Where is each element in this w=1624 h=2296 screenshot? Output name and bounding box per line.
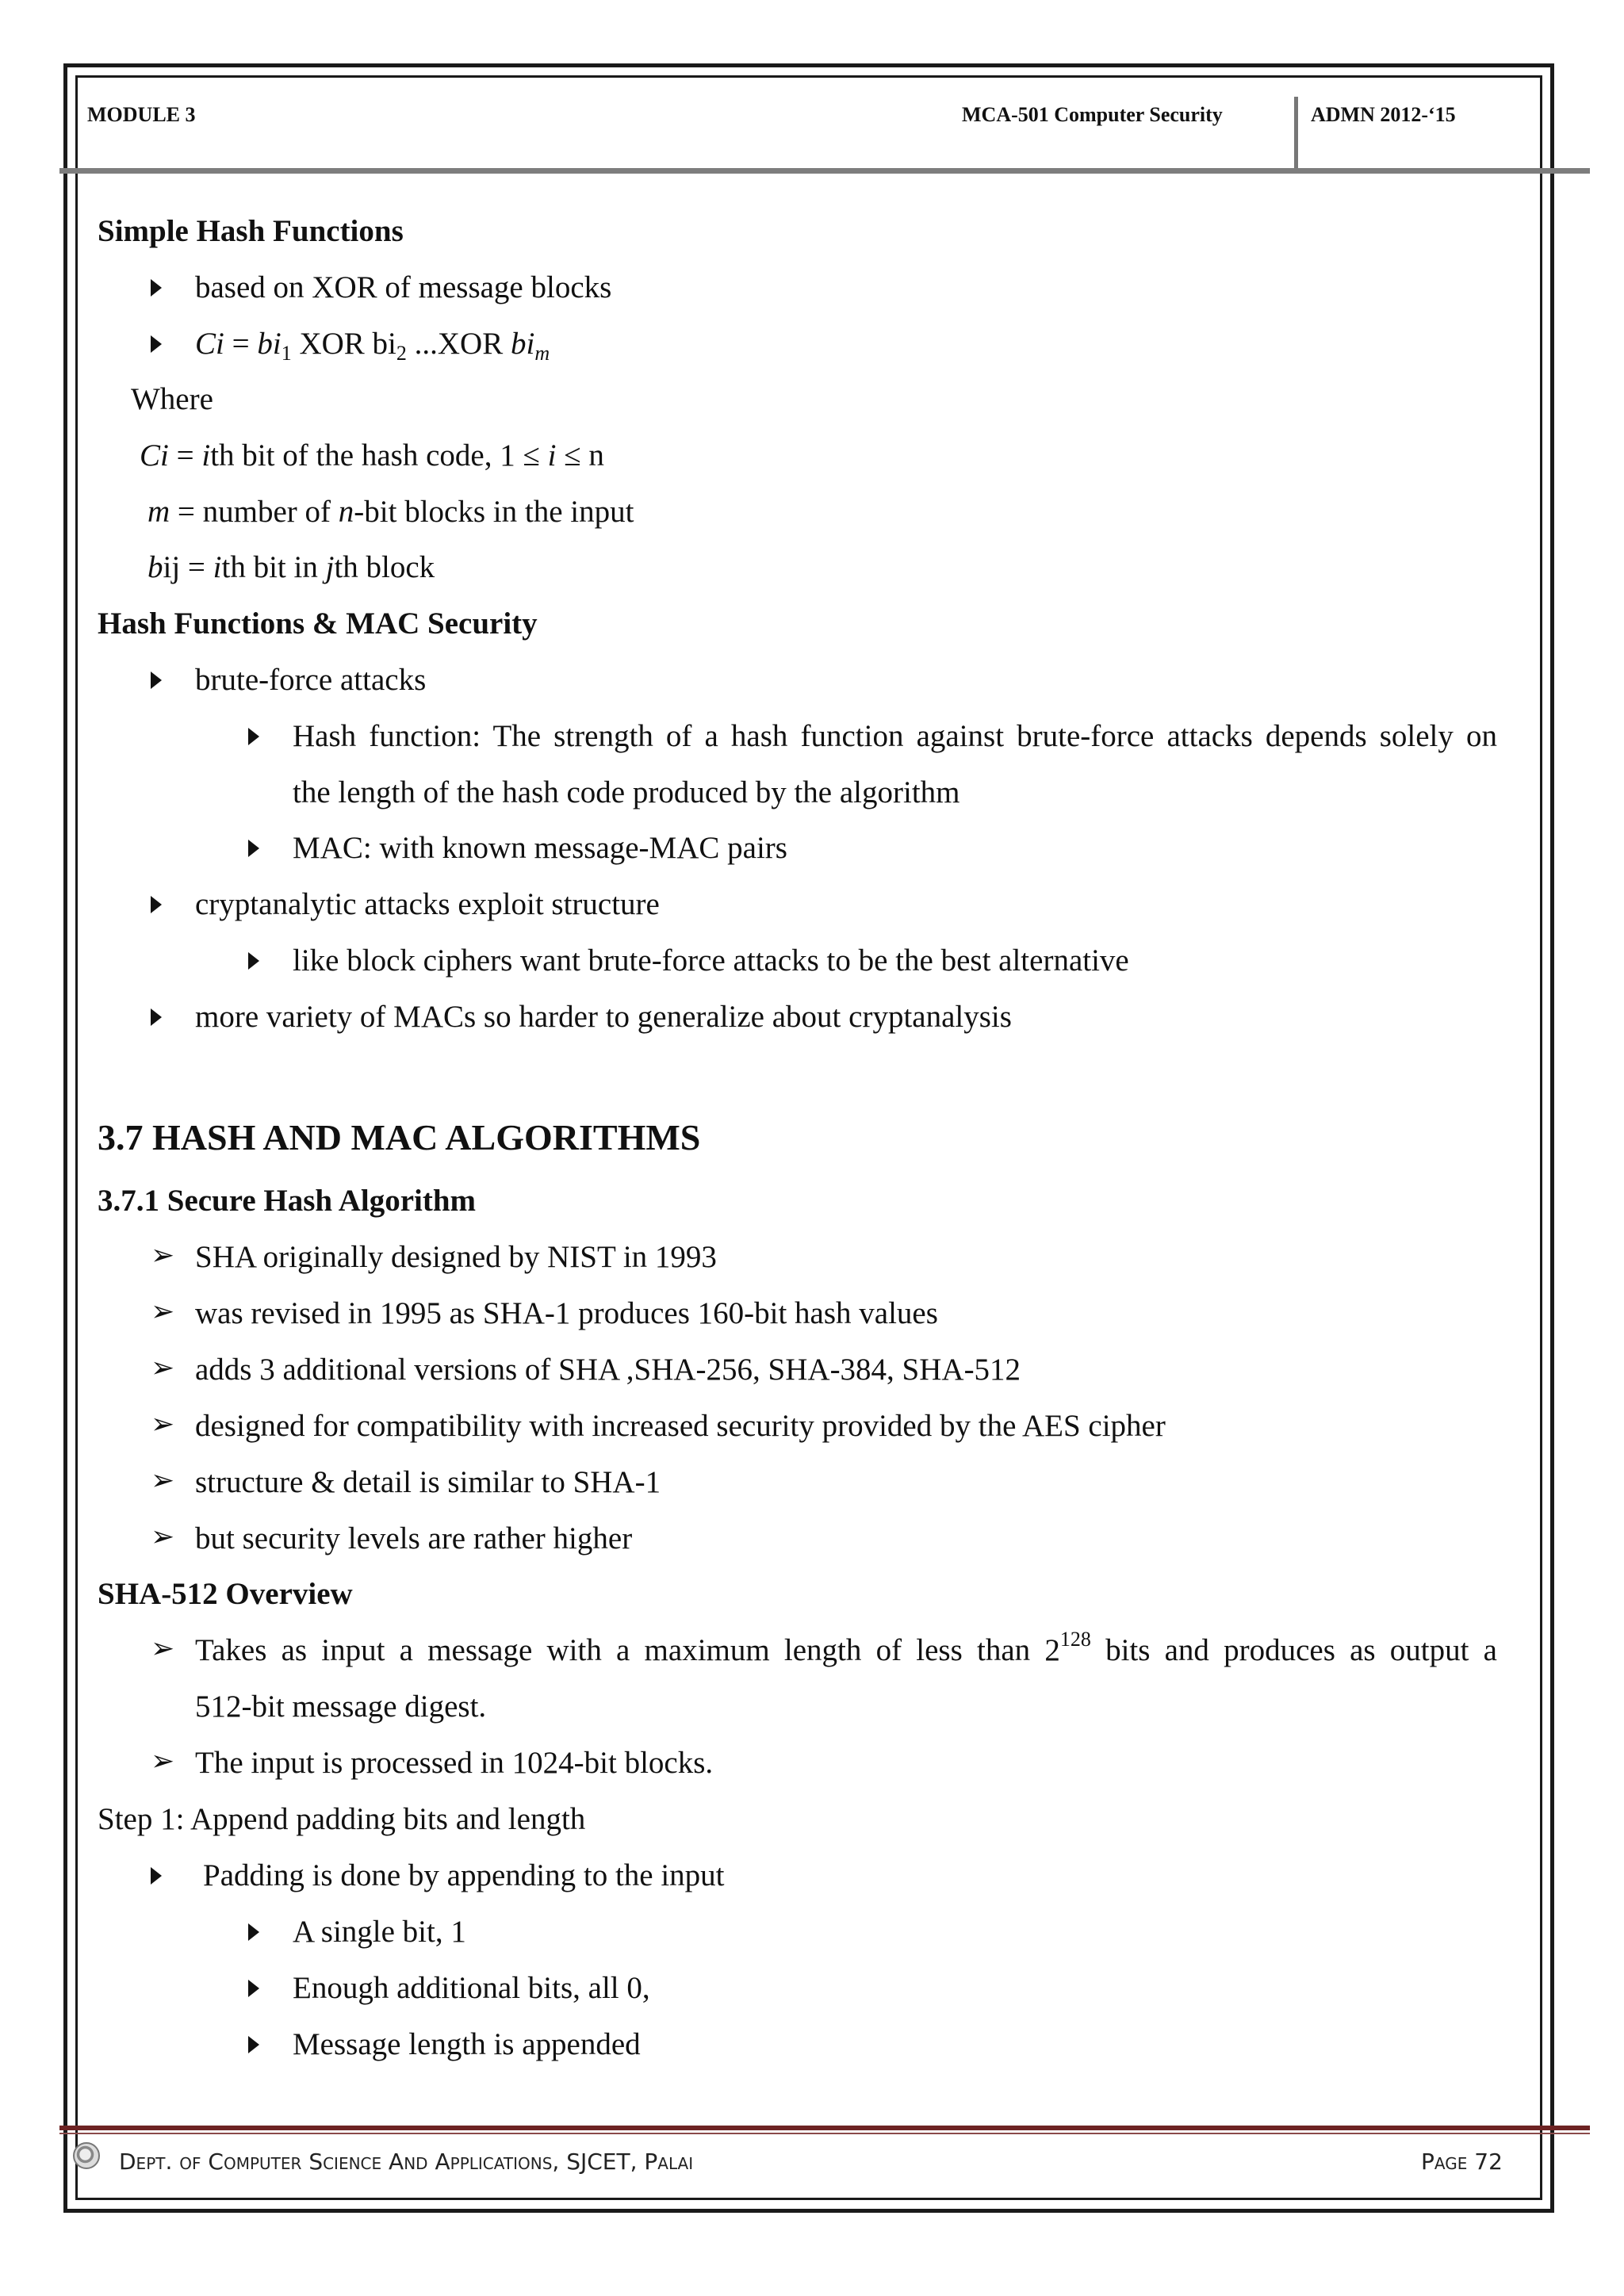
simple-hash-title: Simple Hash Functions (98, 214, 404, 248)
list-item-continuation: the length of the hash code produced by the algorithm (293, 775, 960, 809)
triangle-bullet-icon (248, 1980, 259, 1997)
triangle-bullet-icon (151, 279, 162, 297)
footer-page-number: Page 72 (1421, 2149, 1503, 2175)
triangle-bullet-icon (151, 1867, 162, 1885)
triangle-bullet-icon (151, 1008, 162, 1026)
triangle-bullet-icon (248, 952, 259, 970)
header-course: MCA-501 Computer Security (962, 103, 1223, 126)
triangle-bullet-icon (151, 335, 162, 353)
triangle-bullet-icon (248, 840, 259, 857)
arrowhead-bullet-icon: ➢ (151, 1521, 175, 1553)
definition-ci: Ci = ith bit of the hash code, 1 ≤ i ≤ n (140, 438, 604, 473)
arrowhead-bullet-icon: ➢ (151, 1295, 175, 1328)
footer-rule (59, 2126, 1590, 2130)
list-item-continuation: 512-bit message digest. (195, 1689, 487, 1724)
arrowhead-bullet-icon: ➢ (151, 1239, 175, 1272)
arrowhead-bullet-icon: ➢ (151, 1352, 175, 1384)
footer-department: Dept. of Computer Science And Applications, SJCET, Palai (119, 2149, 694, 2175)
arrowhead-bullet-icon: ➢ (151, 1408, 175, 1441)
college-logo-icon (73, 2142, 100, 2169)
bullet-text: based on XOR of message blocks (195, 270, 612, 304)
triangle-bullet-icon (248, 1923, 259, 1941)
section-heading: 3.7 HASH AND MAC ALGORITHMS (98, 1117, 701, 1158)
triangle-bullet-icon (151, 672, 162, 689)
triangle-bullet-icon (248, 728, 259, 745)
triangle-bullet-icon (151, 896, 162, 913)
where-label: Where (131, 382, 213, 416)
triangle-bullet-icon (248, 2036, 259, 2053)
definition-m: m = number of n-bit blocks in the input (147, 495, 634, 529)
arrowhead-bullet-icon: ➢ (151, 1464, 175, 1497)
arrowhead-bullet-icon: ➢ (151, 1745, 175, 1777)
mac-security-title: Hash Functions & MAC Security (98, 607, 538, 641)
definition-bij: bij = ith bit in jth block (147, 550, 435, 584)
header-admn: ADMN 2012-‘15 (1311, 103, 1456, 126)
subsection-heading: 3.7.1 Secure Hash Algorithm (98, 1184, 477, 1218)
footer-rule-thin (59, 2133, 1590, 2134)
step-label: Step 1: Append padding bits and length (98, 1802, 586, 1836)
arrowhead-bullet-icon: ➢ (151, 1632, 175, 1665)
header-module: MODULE 3 (87, 103, 196, 126)
header-rule (59, 168, 1590, 174)
header-separator (1294, 97, 1298, 170)
sha512-title: SHA-512 Overview (98, 1577, 353, 1611)
xor-formula: $Ci = bi_1$ XOR $bi_2$ ...XOR $bi_m$ (195, 327, 550, 365)
